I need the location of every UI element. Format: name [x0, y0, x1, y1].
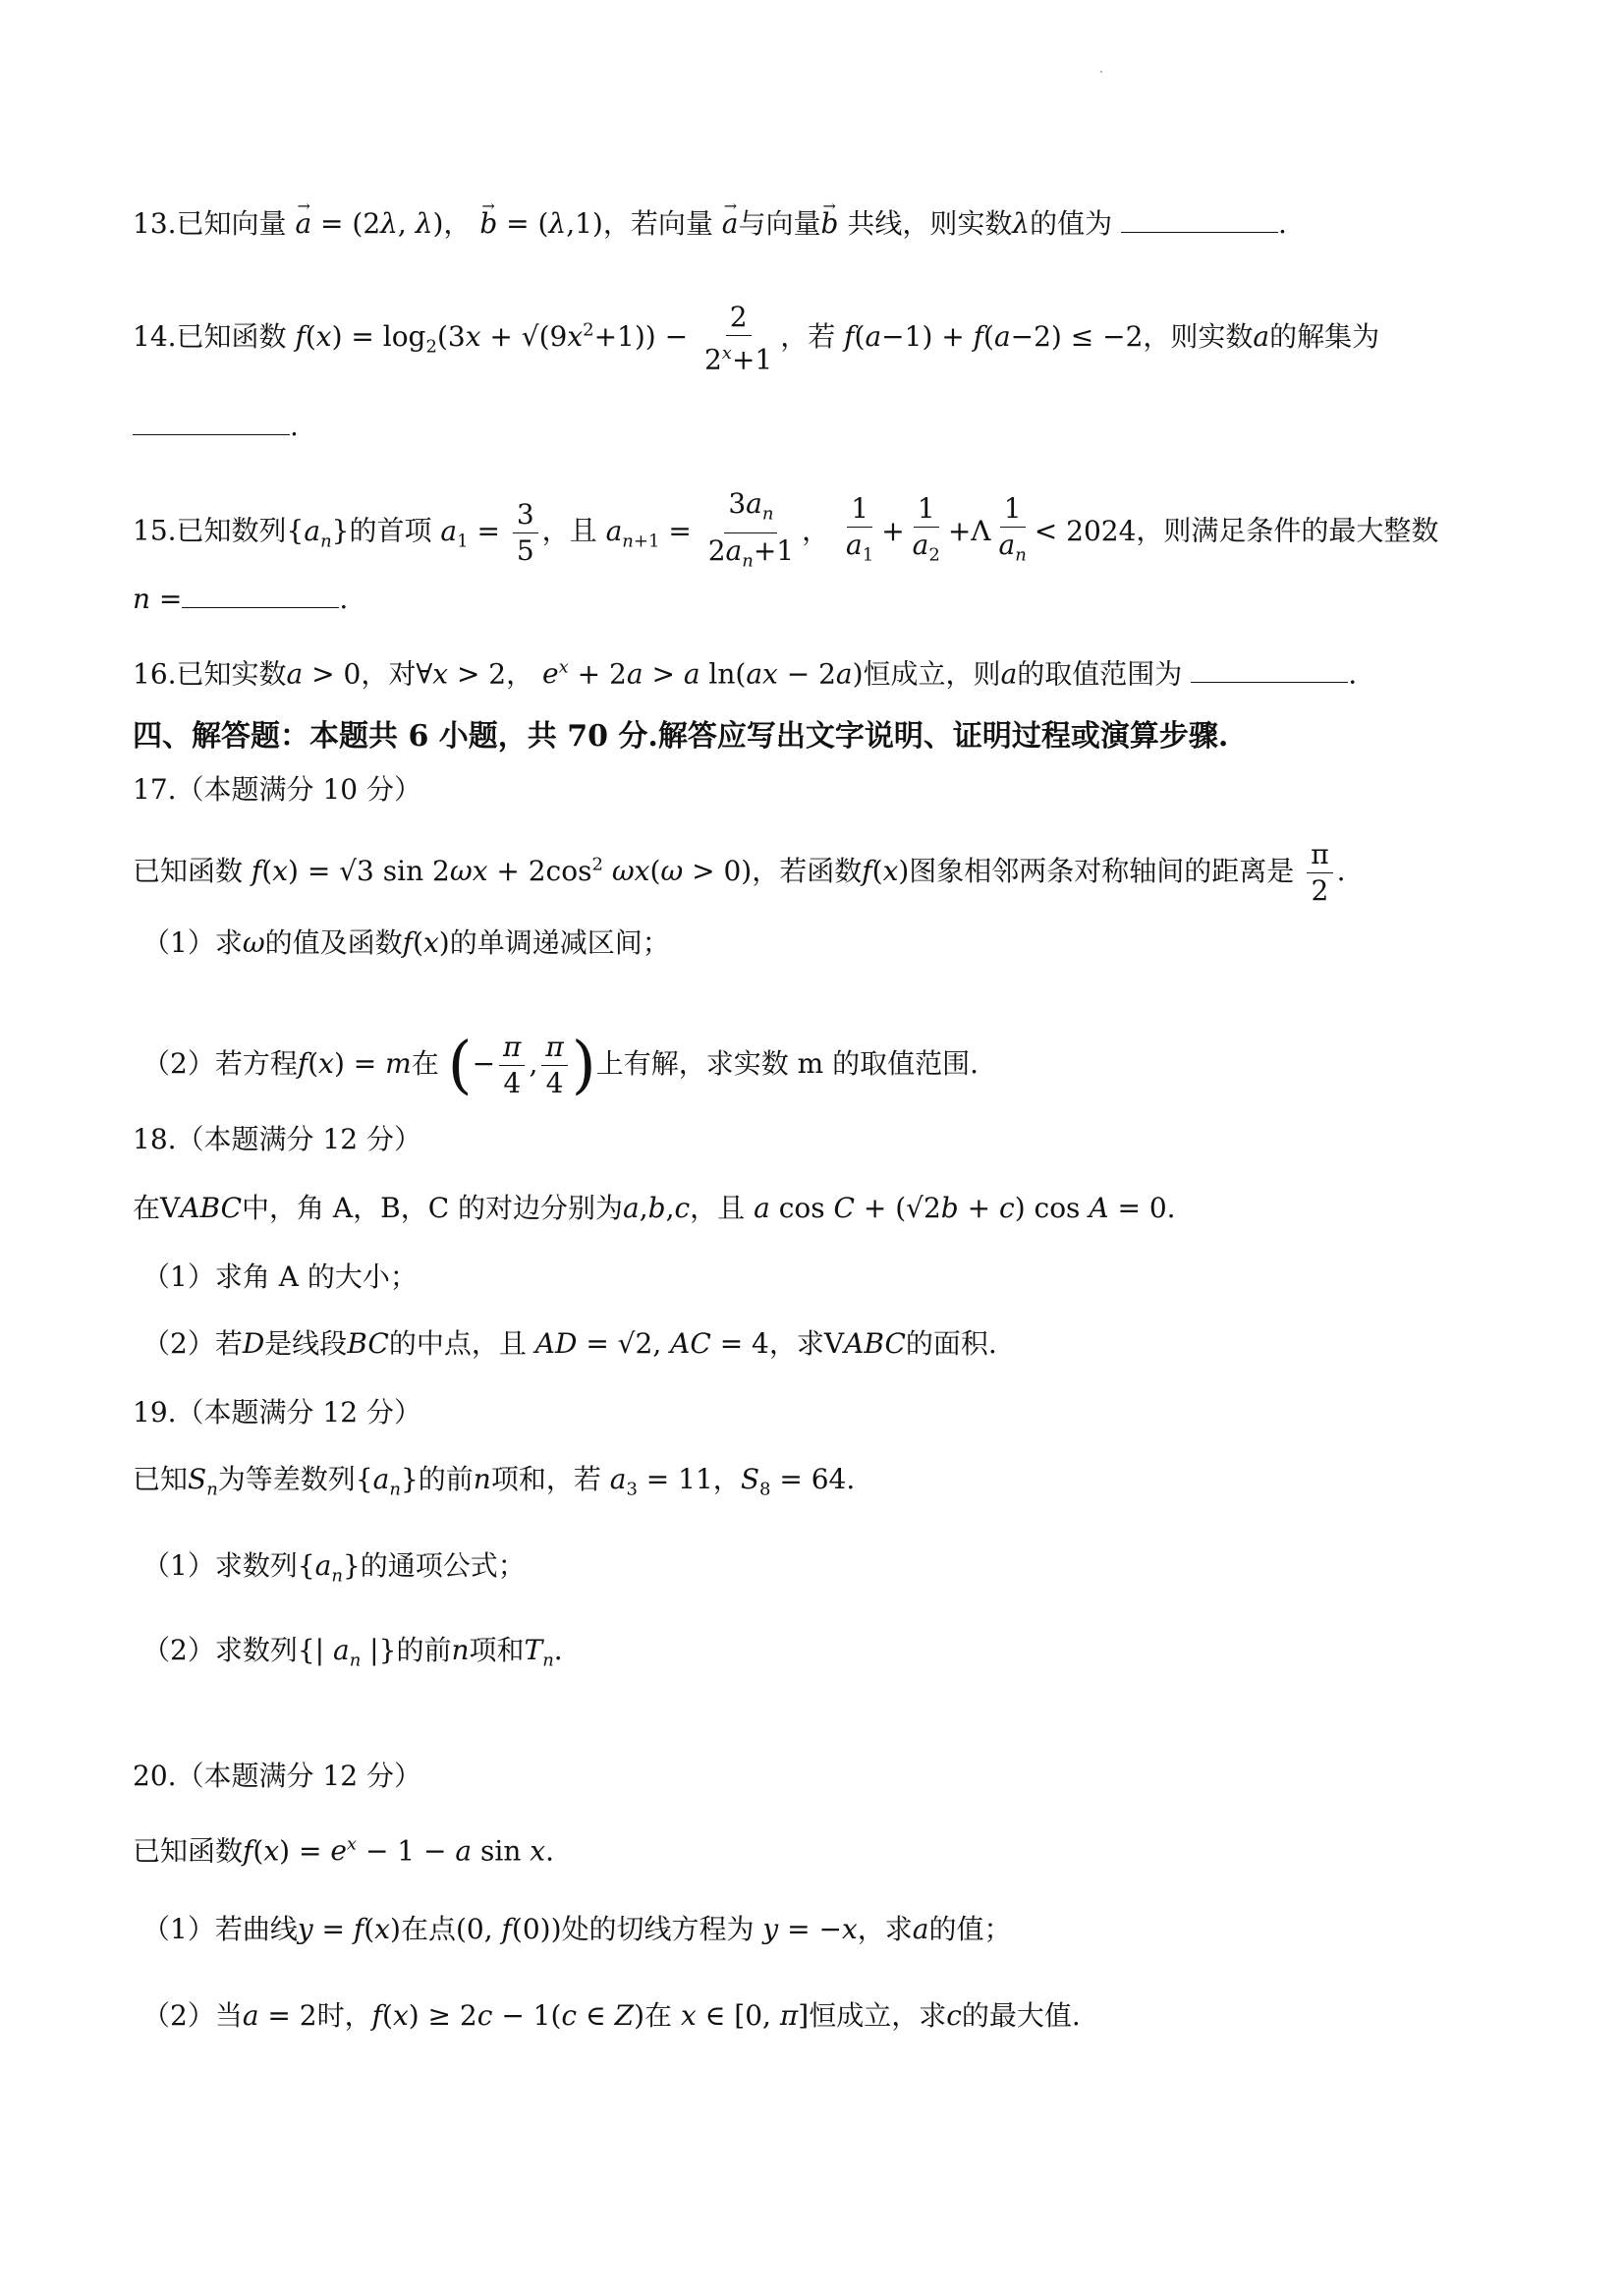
math: $\frac{1}{a_1}$ + $\frac{1}{a_2}$ +Λ $\frac{1}{a_n}$ < 2024 [846, 492, 1137, 566]
question-19-header: 19.（本题满分 12 分） [133, 1396, 421, 1428]
math: a cos C + (√2b + c) cos A = 0 [754, 1192, 1167, 1224]
math: $e^x + 2a > a$ ln(ax − 2a) [542, 657, 864, 691]
question-20-part-1: （1）若曲线y = f(x)在点(0, f(0))处的切线方程为 y = −x，求a的值； [142, 1913, 1012, 1945]
question-number: 15. [133, 514, 177, 547]
math: $a_{n+1}$ = $\frac{3a_n}{2a_n+1}$ [605, 487, 795, 572]
question-19-part-2: （2）求数列{| $a_n$ |}的前n项和$T_n$. [142, 1634, 563, 1671]
answer-blank[interactable] [182, 582, 339, 608]
scan-dot [1100, 71, 1102, 73]
math: → b = (λ,1) [479, 207, 603, 240]
math: → a = (2λ, λ) [295, 207, 443, 240]
question-14: 14.已知函数 $f(x) = \log_2(3x + √(9x^2+1))$ − $\frac{2}{2^x+1}$ ，若 f(a−1) + f(a−2) ≤ −2，则实数a的解集为 [133, 301, 1380, 376]
question-17-part-2: （2）若方程f(x) = m在 (− $\frac{\pi}{4}$ , $\frac{\pi}{4}$ )上有解，求实数 m 的取值范围. [142, 1029, 979, 1102]
question-18-part-2: （2）若D是线段BC的中点，且 AD = √2, AC = 4，求VABC的面积. [142, 1327, 997, 1360]
math: $f(x) = \log_2(3x + √(9x^2+1))$ − $\frac{2}{2^x+1}$ [295, 301, 773, 376]
question-18: 在VABC中，角 A，B，C 的对边分别为a,b,c，且 a cos C + (√2b + c) cos A = 0. [133, 1192, 1176, 1224]
answer-blank[interactable] [1191, 656, 1348, 683]
question-15: 15.已知数列$\{a_n\}$的首项 $a_1$ = $\frac{3}{5}$ ，且 $a_{n+1}$ = $\frac{3a_n}{2a_n+1}$ ， $\frac{1}{a_1}$ + $\frac{1}{a_2}$ +Λ $\frac{1}{a_n}$ < 2024，则满足条件的最大整数 [133, 487, 1439, 572]
answer-blank[interactable] [133, 409, 290, 435]
math: f(a−1) + f(a−2) ≤ −2 [844, 320, 1144, 354]
question-20: 已知函数$f(x) = e^x - 1 - a$ sin x. [133, 1834, 554, 1868]
question-20-part-2: （2）当a = 2时，f(x) ≥ 2c − 1(c ∈ Z)在 x ∈ [0, π]恒成立，求c的最大值. [142, 1999, 1081, 2032]
question-number: 16. [133, 657, 177, 691]
question-number: 14. [133, 320, 177, 354]
question-19: 已知$S_n$为等差数列$\{a_n\}$的前n项和，若 $a_3 = 11$，$S_8 = 64$. [133, 1463, 856, 1500]
question-17-part-1: （1）求ω的值及函数f(x)的单调递减区间； [142, 926, 670, 959]
question-17: 已知函数 f(x) = √3 $\sin 2\omega x + 2\cos^2$ ωx(ω > 0)，若函数f(x)图象相邻两条对称轴间的距离是 $\frac{\pi}{2}$ . [133, 838, 1346, 907]
math: $a_1$ = $\frac{3}{5}$ [440, 515, 541, 547]
question-18-part-1: （1）求角 A 的大小； [142, 1260, 418, 1293]
question-20-header: 20.（本题满分 12 分） [133, 1760, 421, 1792]
question-13: 13.已知向量 → a = (2λ, λ)， → b = (λ,1)，若向量 → a与向量→ b 共线，则实数λ的值为 . [133, 204, 1287, 244]
section-heading: 四、解答题：本题共 6 小题，共 70 分.解答应写出文字说明、证明过程或演算步骤. [133, 719, 1229, 754]
question-16: 16.已知实数a > 0，对∀x > 2， $e^x + 2a > a$ ln(ax − 2a)恒成立，则a的取值范围为 . [133, 657, 1358, 691]
question-17-header: 17.（本题满分 10 分） [133, 773, 421, 806]
question-15-answer: n = . [133, 583, 349, 615]
answer-blank[interactable] [1121, 206, 1278, 233]
math: f(x) = √3 $\sin 2\omega x + 2\cos^2$ ωx(ω > 0) [251, 854, 753, 887]
question-19-part-1: （1）求数列$\{a_n\}$的通项公式； [142, 1549, 526, 1587]
question-14-answer: . [133, 407, 299, 446]
question-18-header: 18.（本题满分 12 分） [133, 1123, 421, 1155]
question-number: 13. [133, 207, 177, 240]
